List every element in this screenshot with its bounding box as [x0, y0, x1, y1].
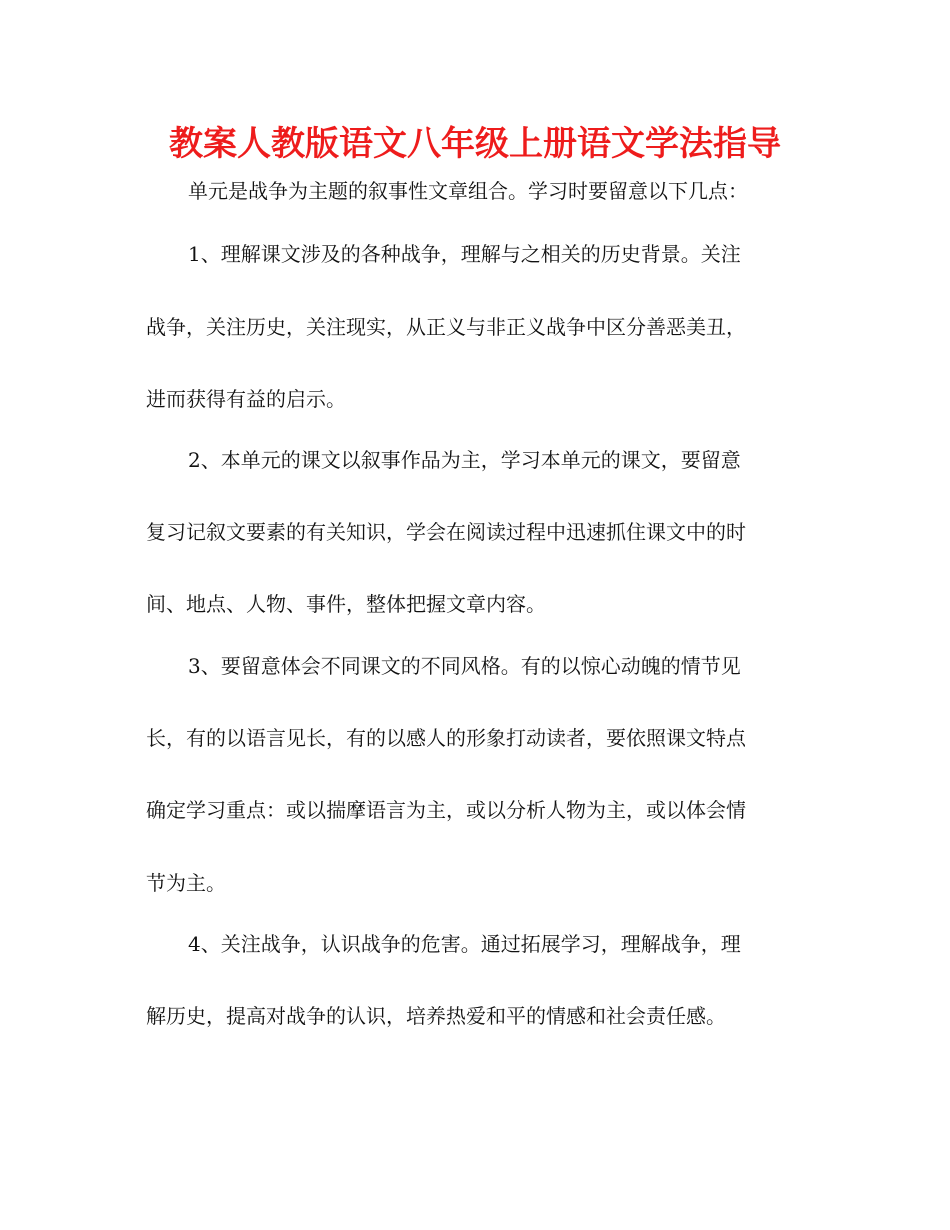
text-line: 间、地点、人物、事件，整体把握文章内容。	[146, 592, 546, 616]
text-line-intro: 单元是战争为主题的叙事性文章组合。学习时要留意以下几点：	[188, 179, 748, 203]
text-line-point-2: 2、本单元的课文以叙事作品为主，学习本单元的课文，要留意	[188, 448, 741, 472]
text-line: 解历史，提高对战争的认识，培养热爱和平的情感和社会责任感。	[146, 1004, 726, 1028]
text-line-point-3: 3、要留意体会不同课文的不同风格。有的以惊心动魄的情节见	[188, 654, 741, 678]
text-line-point-4: 4、关注战争，认识战争的危害。通过拓展学习，理解战争，理	[188, 932, 741, 956]
text-line: 长，有的以语言见长，有的以感人的形象打动读者，要依照课文特点	[146, 726, 746, 750]
document-title: 教案人教版语文八年级上册语文学法指导	[169, 124, 781, 164]
text-line: 确定学习重点：或以揣摩语言为主，或以分析人物为主，或以体会情	[146, 798, 746, 822]
text-line: 战争，关注历史，关注现实，从正义与非正义战争中区分善恶美丑，	[146, 315, 746, 339]
text-line: 复习记叙文要素的有关知识，学会在阅读过程中迅速抓住课文中的时	[146, 520, 746, 544]
text-line-point-1: 1、理解课文涉及的各种战争，理解与之相关的历史背景。关注	[188, 242, 741, 266]
text-line: 节为主。	[146, 871, 226, 895]
text-line: 进而获得有益的启示。	[146, 387, 346, 411]
